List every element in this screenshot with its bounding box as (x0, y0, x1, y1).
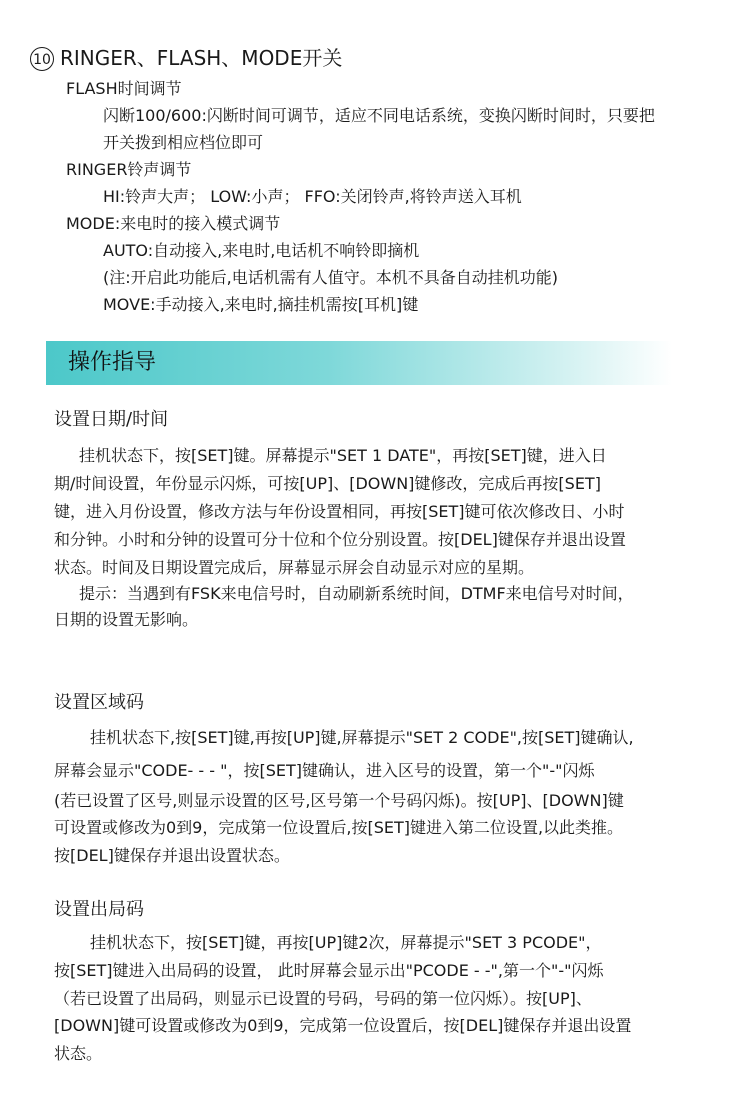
date-time-line: 期/时间设置，年份显示闪烁，可按[UP]、[DOWN]键修改，完成后再按[SET] (54, 474, 601, 493)
area-code-heading: 设置区域码 (54, 692, 144, 713)
date-time-line: 键，进入月份设置，修改方法与年份设置相同，再按[SET]键可依次修改日、小时 (54, 502, 625, 521)
area-code-line: 屏幕会显示"CODE- - - "，按[SET]键确认，进入区号的设置，第一个"-"闪烁 (54, 761, 595, 780)
mode-heading: MODE:来电时的接入模式调节 (66, 214, 281, 233)
date-time-tip: 日期的设置无影响。 (54, 610, 199, 629)
area-code-line: (若已设置了区号,则显示设置的区号,区号第一个号码闪烁)。按[UP]、[DOWN]键 (54, 791, 624, 810)
flash-heading: FLASH时间调节 (66, 79, 182, 98)
area-code-line: 可设置或修改为0到9，完成第一位设置后,按[SET]键进入第二位设置,以此类推。 (54, 818, 624, 837)
section10-title-row (30, 44, 342, 72)
area-code-line: 按[DEL]键保存并退出设置状态。 (54, 846, 290, 865)
section10-title: RINGER、FLASH、MODE开关 (60, 46, 343, 70)
flash-desc-line2: 开关拨到相应档位即可 (103, 133, 264, 152)
date-time-heading: 设置日期/时间 (54, 409, 169, 430)
mode-move: MOVE:手动接入,来电时,摘挂机需按[耳机]键 (103, 295, 419, 314)
date-time-line: 挂机状态下，按[SET]键。屏幕提示"SET 1 DATE"，再按[SET]键，进入日 (79, 446, 607, 465)
section-number-badge: 10 (30, 47, 54, 71)
date-time-tip: 提示：当遇到有FSK来电信号时，自动刷新系统时间，DTMF来电信号对时间， (79, 584, 634, 603)
outside-code-line: [DOWN]键可设置或修改为0到9，完成第一位设置后，按[DEL]键保存并退出设置 (54, 1016, 632, 1035)
outside-code-line: 挂机状态下，按[SET]键，再按[UP]键2次，屏幕提示"SET 3 PCODE"， (90, 933, 602, 952)
banner-title: 操作指导 (68, 350, 157, 375)
outside-code-line: （若已设置了出局码，则显示已设置的号码，号码的第一位闪烁）。按[UP]、 (54, 989, 592, 1008)
outside-code-line: 状态。 (54, 1044, 103, 1063)
mode-auto: AUTO:自动接入,来电时,电话机不响铃即摘机 (103, 241, 420, 260)
flash-desc-line1: 闪断100/600:闪断时间可调节，适应不同电话系统，变换闪断时间时，只要把 (103, 106, 655, 125)
date-time-line: 状态。时间及日期设置完成后，屏幕显示屏会自动显示对应的星期。 (54, 558, 535, 577)
area-code-line: 挂机状态下,按[SET]键,再按[UP]键,屏幕提示"SET 2 CODE",按[SET]键确认, (90, 728, 634, 747)
mode-note: (注:开启此功能后,电话机需有人值守。本机不具备自动挂机功能) (103, 268, 558, 287)
date-time-line: 和分钟。小时和分钟的设置可分十位和个位分别设置。按[DEL]键保存并退出设置 (54, 530, 626, 549)
ringer-heading: RINGER铃声调节 (66, 160, 192, 179)
outside-code-heading: 设置出局码 (54, 899, 144, 920)
outside-code-line: 按[SET]键进入出局码的设置， 此时屏幕会显示出"PCODE - -",第一个"-"闪烁 (54, 961, 604, 980)
ringer-desc: HI:铃声大声； LOW:小声； FFO:关闭铃声,将铃声送入耳机 (103, 187, 522, 206)
